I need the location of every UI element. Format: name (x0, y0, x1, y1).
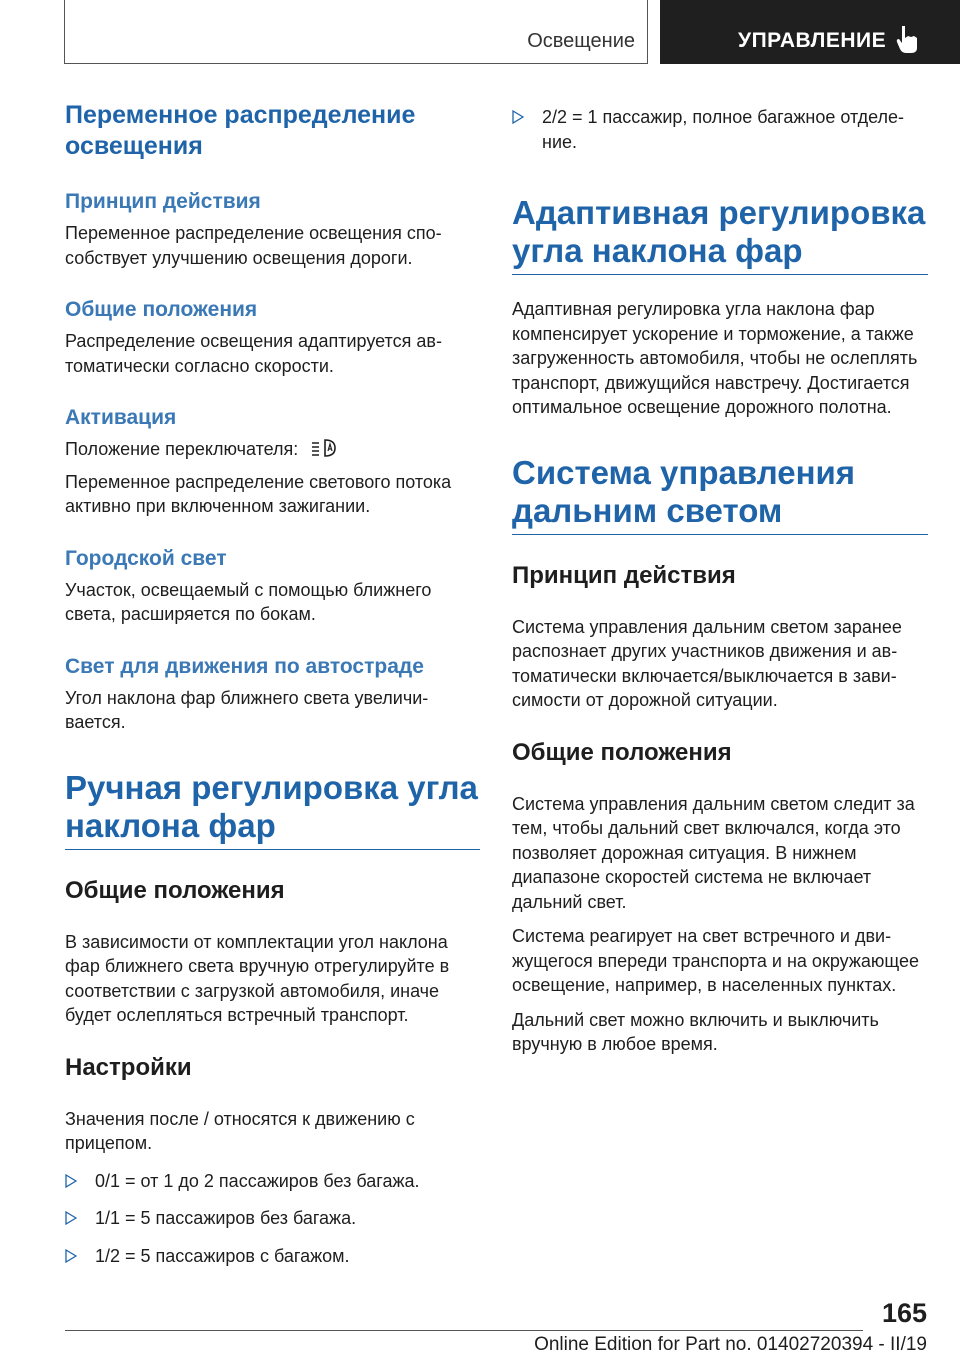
header-chapter-label: УПРАВЛЕНИЕ (738, 29, 887, 52)
heading-high-beam-assist: Система управления дальним светом (512, 454, 928, 535)
text-settings: Значения после / относятся к движению с прицепом. (65, 1108, 415, 1153)
header-section-box (64, 0, 648, 64)
heading-manual-range: Ручная регулировка угла наклона фар (65, 769, 480, 850)
list-item-text: 2/2 = 1 пассажир, полное багажное отделение. (542, 107, 905, 152)
subheading-settings: Настройки (65, 1053, 192, 1081)
subheading-general: Общие положения (65, 298, 258, 321)
list-item (512, 105, 928, 154)
subheading-motorway-light: Свет для движения по автостраде (65, 654, 424, 678)
triangle-bullet-icon (512, 110, 524, 124)
heading-variable-light: Переменное распределение освещения (65, 101, 416, 160)
list-item (65, 1206, 480, 1231)
heading-adaptive-range: Адаптивная регулировка угла наклона фар (512, 194, 928, 275)
list-item (65, 1169, 480, 1194)
header-chapter-box (660, 0, 960, 64)
text-high-beam-general-1: Система управления дальним светом следит за тем, чтобы дальний свет включался, когда это позволяет дорожная ситуация. В нижнем диапазоне скоростей система не включает дальний свет. (512, 793, 915, 912)
text-manual-general: В зависимости от комплектации угол наклона фар ближнего света вручную отрегулируйте в соответствии с загрузкой автомобиля, иначе будет ослепляться встречный транспорт. (65, 931, 450, 1025)
subheading-general-3: Общие положения (512, 738, 732, 766)
right-column (512, 105, 928, 1057)
text-switch-position (65, 437, 480, 462)
switch-position-label: Положение переключателя: (65, 439, 299, 459)
header-section-label: Освещение (527, 30, 635, 52)
triangle-bullet-icon (65, 1174, 77, 1188)
text-activation: Переменное распределение светового потока активно при включенном зажигании. (65, 471, 452, 516)
list-item (65, 1244, 480, 1269)
list-item-text: 1/2 = 5 пассажиров с багажом. (95, 1245, 350, 1266)
subheading-city-light: Городской свет (65, 546, 227, 570)
text-general: Распределение освещения адаптируется автоматически согласно скорости. (65, 331, 442, 376)
text-high-beam-general-2: Система реагирует на свет встречного и движущегося впереди транспорта и на окружающее освещение, например, в населенных пунктах. (512, 926, 920, 995)
subheading-general-2: Общие положения (65, 876, 285, 904)
text-principle: Переменное распределение освещения способствует улучшению освещения дороги. (65, 223, 442, 268)
footer-edition: Online Edition for Part no. 01402720394 - II/19 (534, 1334, 927, 1355)
text-motorway-light: Угол наклона фар ближнего света увеличивается. (65, 687, 429, 732)
subheading-principle-2: Принцип действия (512, 561, 736, 589)
text-high-beam-principle: Система управления дальним светом заранее распознает других участников движения и автоматически включается/выключается в зависимости от дорожной ситуации. (512, 616, 902, 710)
list-item-text: 1/1 = 5 пассажиров без багажа. (95, 1208, 357, 1228)
triangle-bullet-icon (65, 1249, 77, 1263)
light-switch-auto-icon (309, 437, 339, 459)
text-city-light: Участок, освещаемый с помощью ближнего света, расширяется по бокам. (65, 579, 432, 624)
pointing-hand-icon (894, 24, 920, 54)
left-column (65, 100, 480, 1268)
text-adaptive-range: Адаптивная регулировка угла наклона фар компенсирует ускорение и торможение, а также загруженность автомобиля, чтобы не ослеплять транспорт, движущийся навстречу. Достигается оптимальное освещение дорожного полотна. (512, 299, 918, 417)
subheading-principle: Принцип действия (65, 190, 261, 213)
footer-divider (65, 1330, 863, 1331)
triangle-bullet-icon (65, 1211, 77, 1225)
page-number: 165 (881, 1298, 927, 1328)
text-high-beam-general-3: Дальний свет можно включить и выключить вручную в любое время. (512, 1009, 879, 1054)
subheading-activation: Активация (65, 406, 177, 429)
list-item-text: 0/1 = от 1 до 2 пассажиров без багажа. (95, 1170, 420, 1191)
